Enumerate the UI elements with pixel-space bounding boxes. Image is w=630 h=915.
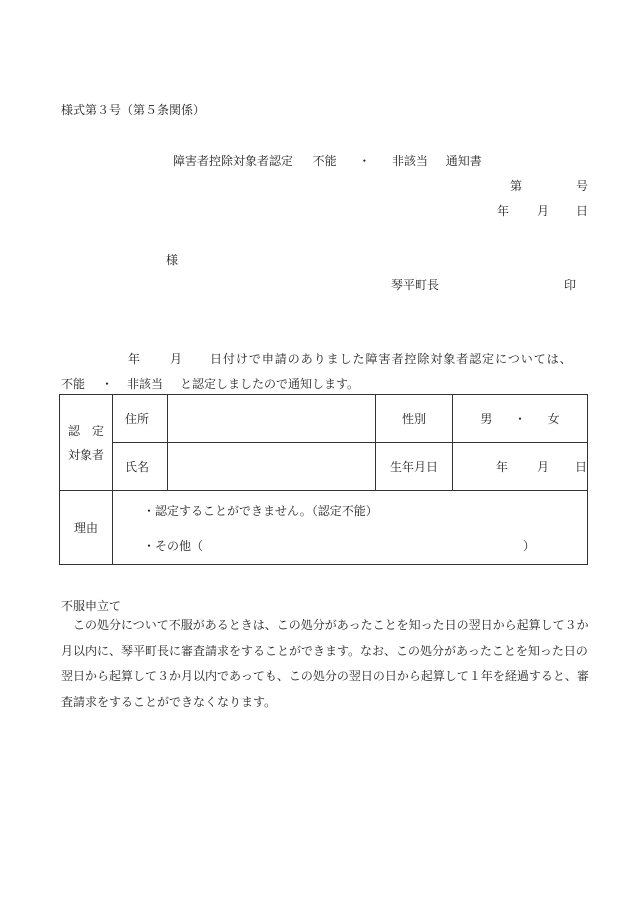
reason-option-other-prefix: ・その他（ <box>143 539 204 553</box>
reason-content <box>113 491 588 565</box>
title-separator: ・ <box>358 154 371 168</box>
title-option-not-applicable: 非該当 <box>392 154 429 168</box>
doc-number-suffix: 号 <box>576 179 589 193</box>
subject-table <box>59 394 588 565</box>
appeal-heading: 不服申立て <box>61 599 122 613</box>
body-year: 年 <box>128 352 141 366</box>
body-option-unable: 不能 <box>61 377 86 391</box>
title-suffix: 通知書 <box>445 154 482 168</box>
birth-year: 年 <box>496 460 509 474</box>
reason-option-not-certifiable: ・認定することができません。（認定不能） <box>143 504 378 518</box>
document-title <box>173 152 482 169</box>
reason-label: 理由 <box>60 491 113 565</box>
issuer-seal: 印 <box>564 278 577 292</box>
subject-label: 認 定 対象者 <box>60 395 113 491</box>
issue-date-day: 日 <box>576 204 589 218</box>
body-month: 月 <box>170 352 183 366</box>
reason-option-other-suffix: ） <box>523 539 536 553</box>
name-label: 氏名 <box>113 443 168 491</box>
body-separator: ・ <box>101 377 114 391</box>
form-number: 様式第３号（第５条関係） <box>61 103 206 117</box>
body-line1-text: 日付けで申請のありました障害者控除対象者認定については、 <box>210 352 573 366</box>
gender-male: 男 <box>480 412 493 426</box>
gender-options <box>453 395 588 443</box>
title-main: 障害者控除対象者認定 <box>173 154 294 168</box>
issuer-name: 琴平町長 <box>391 278 440 292</box>
body-option-not-applicable: 非該当 <box>127 377 164 391</box>
appeal-text: この処分について不服があるときは、この処分があったことを知った日の翌日から起算して３か月以内に、琴平町長に審査請求をすることができます。なお、この処分があったことを知った日の翌日から起算して３か月以内であっても、この処分の翌日の日から起算して１年を経過すると、審査請求をすることができなくなります。 <box>61 618 589 709</box>
addressee-honorific: 様 <box>166 253 179 267</box>
birthdate-label: 生年月日 <box>376 443 453 491</box>
birth-month: 月 <box>537 460 550 474</box>
body-line2-text: と認定しましたので通知します。 <box>180 377 360 391</box>
doc-number-prefix: 第 <box>510 179 523 193</box>
address-label: 住所 <box>113 395 168 443</box>
issue-date-year: 年 <box>497 204 510 218</box>
name-field <box>168 443 376 491</box>
birthdate-field <box>453 443 588 491</box>
issue-date-month: 月 <box>537 204 550 218</box>
address-field <box>168 395 376 443</box>
gender-separator: ・ <box>513 412 526 426</box>
gender-female: 女 <box>547 412 560 426</box>
title-option-unable: 不能 <box>312 154 337 168</box>
gender-label: 性別 <box>376 395 453 443</box>
birth-day: 日 <box>575 460 588 474</box>
